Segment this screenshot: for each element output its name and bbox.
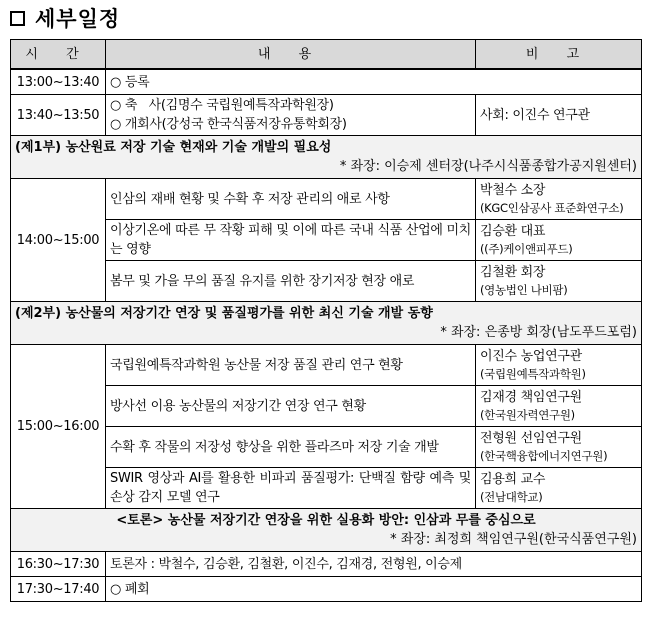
speaker-affiliation: (영농법인 나비팜) xyxy=(480,283,568,297)
talk-title: 봄무 및 가을 무의 품질 유지를 위한 장기저장 현장 애로 xyxy=(106,261,476,302)
time-cell: 14:00~15:00 xyxy=(11,179,106,302)
speaker-cell xyxy=(476,179,642,220)
talk-title: 이상기온에 따른 무 작황 피해 및 이에 따른 국내 식품 산업에 미치는 영향 xyxy=(106,220,476,261)
speaker-name: 김용희 교수 xyxy=(480,472,546,487)
speaker-affiliation: (한국핵융합에너지연구원) xyxy=(480,449,608,463)
speaker-name: 김승환 대표 xyxy=(480,224,546,239)
speaker-cell xyxy=(476,427,642,468)
speaker-cell xyxy=(476,386,642,427)
talk-title: 수확 후 작물의 저장성 향상을 위한 플라즈마 저장 기술 개발 xyxy=(106,427,476,468)
speaker-name: 전형원 선임연구원 xyxy=(480,431,582,446)
session-header-row xyxy=(11,302,642,345)
opening-row xyxy=(11,95,642,136)
page-title-text: 세부일정 xyxy=(35,7,121,31)
closing-row xyxy=(11,577,642,602)
talk-row xyxy=(11,179,642,220)
speaker-affiliation: (KGC인삼공사 표준화연구소) xyxy=(480,201,624,215)
speaker-affiliation: (국립원예특작과학원) xyxy=(480,367,586,381)
time-cell: 17:30~17:40 xyxy=(11,577,106,602)
talk-title: SWIR 영상과 AI를 활용한 비파괴 품질평가: 단백질 함량 예측 및 손상 감지 모델 연구 xyxy=(106,468,476,509)
header-time: 시 간 xyxy=(11,40,106,70)
time-cell: 13:40~13:50 xyxy=(11,95,106,136)
talk-row xyxy=(11,345,642,386)
speaker-name: 김재경 책임연구원 xyxy=(480,390,582,405)
content-cell xyxy=(106,95,476,136)
talk-row xyxy=(11,220,642,261)
forum-title: <토론> 농산물 저장기간 연장을 위한 실용화 방안: 인삼과 무를 중심으로 xyxy=(116,513,536,528)
speaker-affiliation: ((주)케이앤피푸드) xyxy=(480,242,573,256)
session-title: (제2부) 농산물의 저장기간 연장 및 품질평가를 위한 최신 기술 개발 동향 xyxy=(15,306,433,321)
time-cell: 15:00~16:00 xyxy=(11,345,106,509)
talk-row xyxy=(11,468,642,509)
page-title xyxy=(10,3,120,33)
talk-row xyxy=(11,427,642,468)
speaker-affiliation: (한국원자력연구원) xyxy=(480,408,575,422)
talk-row xyxy=(11,261,642,302)
forum-header xyxy=(11,509,642,552)
forum-header-row xyxy=(11,509,642,552)
opening-speech: ○ 개회사(강성국 한국식품저장유통학회장) xyxy=(110,117,347,132)
content-cell: ○ 등록 xyxy=(106,69,642,95)
registration-row xyxy=(11,69,642,95)
speaker-name: 이진수 농업연구관 xyxy=(480,349,582,364)
talk-row xyxy=(11,386,642,427)
speaker-cell xyxy=(476,261,642,302)
forum-chair: * 좌장: 최정희 책임연구원(한국식품연구원) xyxy=(390,532,637,547)
speaker-cell xyxy=(476,220,642,261)
discussion-row xyxy=(11,552,642,577)
time-cell: 16:30~17:30 xyxy=(11,552,106,577)
talk-title: 방사선 이용 농산물의 저장기간 연장 연구 현황 xyxy=(106,386,476,427)
speaker-cell xyxy=(476,345,642,386)
note-cell: 사회: 이진수 연구관 xyxy=(476,95,642,136)
talk-title: 인삼의 재배 현황 및 수확 후 저장 관리의 애로 사항 xyxy=(106,179,476,220)
header-content: 내 용 xyxy=(106,40,476,70)
session-chair: * 좌장: 은종방 회장(남도푸드포럼) xyxy=(440,325,637,340)
speaker-name: 박철수 소장 xyxy=(480,183,546,198)
session-header-row xyxy=(11,136,642,179)
speaker-name: 김철환 회장 xyxy=(480,265,546,280)
session-title: (제1부) 농산원료 저장 기술 현재와 기술 개발의 필요성 xyxy=(15,140,332,155)
discussants: 토론자 : 박철수, 김승환, 김철환, 이진수, 김재경, 전형원, 이승제 xyxy=(106,552,642,577)
congratulatory-speech: ○ 축 사(김명수 국립원예특작과학원장) xyxy=(110,98,334,113)
speaker-cell xyxy=(476,468,642,509)
session-header xyxy=(11,302,642,345)
checkbox-square-icon xyxy=(10,11,25,26)
session-header xyxy=(11,136,642,179)
talk-title: 국립원예특작과학원 농산물 저장 품질 관리 연구 현황 xyxy=(106,345,476,386)
header-row xyxy=(11,40,642,70)
header-note: 비 고 xyxy=(476,40,642,70)
session-chair: * 좌장: 이승제 센터장(나주시식품종합가공지원센터) xyxy=(339,159,637,174)
schedule-table xyxy=(10,39,642,602)
speaker-affiliation: (전남대학교) xyxy=(480,490,543,504)
time-cell: 13:00~13:40 xyxy=(11,69,106,95)
content-cell: ○ 폐회 xyxy=(106,577,642,602)
